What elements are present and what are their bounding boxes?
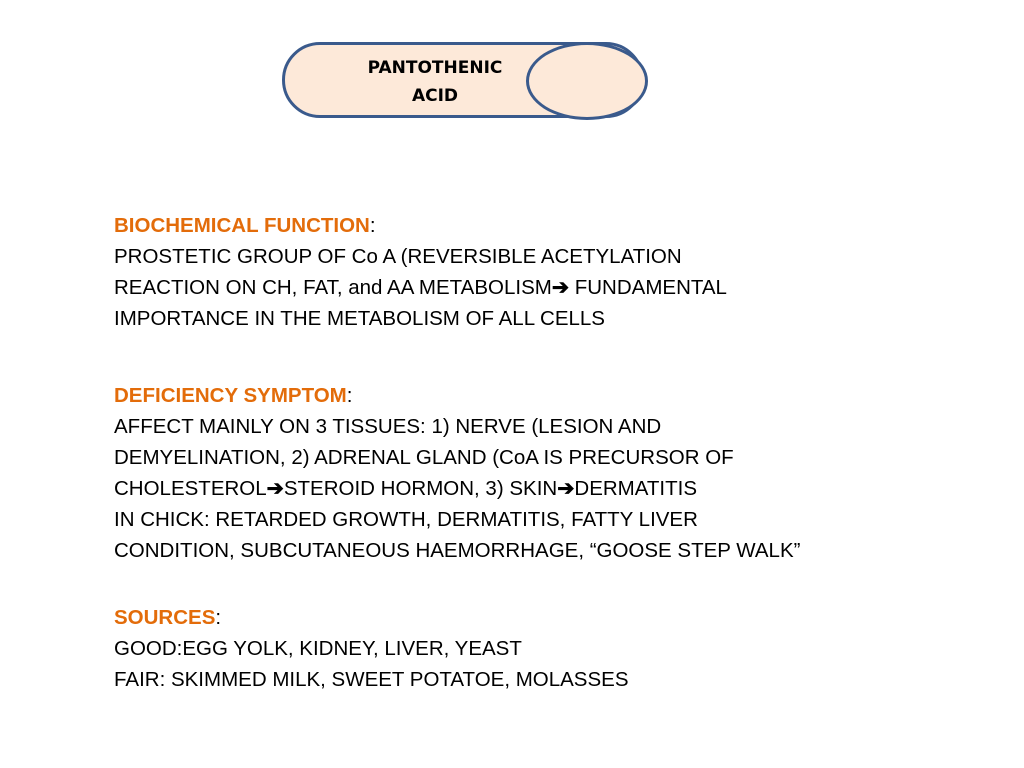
deficiency-line-3 xyxy=(114,473,994,504)
sources-line-1: GOOD:EGG YOLK, KIDNEY, LIVER, YEAST xyxy=(114,637,522,660)
page-title xyxy=(340,54,530,110)
arrow-icon: ➔ xyxy=(266,477,284,500)
deficiency-line-2: DEMYELINATION, 2) ADRENAL GLAND (CoA IS PRECURSOR OF xyxy=(114,446,734,469)
deficiency-line-5: CONDITION, SUBCUTANEOUS HAEMORRHAGE, “GOOSE STEP WALK” xyxy=(114,539,801,562)
deficiency-line-1: AFFECT MAINLY ON 3 TISSUES: 1) NERVE (LESION AND xyxy=(114,415,662,438)
deficiency-line-3a: CHOLESTEROL xyxy=(114,477,267,500)
biochemical-line-2b: FUNDAMENTAL xyxy=(569,276,727,299)
deficiency-line-3c: DERMATITIS xyxy=(574,477,698,500)
sources-heading: SOURCES xyxy=(114,606,216,629)
sources-line-2: FAIR: SKIMMED MILK, SWEET POTATOE, MOLASSES xyxy=(114,668,629,691)
heading-colon: : xyxy=(215,606,222,629)
deficiency-line-4: IN CHICK: RETARDED GROWTH, DERMATITIS, FATTY LIVER xyxy=(114,508,698,531)
title-line-2: ACID xyxy=(411,86,459,106)
biochemical-section xyxy=(114,210,994,334)
heading-colon: : xyxy=(369,214,376,237)
biochemical-line-1: PROSTETIC GROUP OF Co A (REVERSIBLE ACETYLATION xyxy=(114,245,682,268)
heading-colon: : xyxy=(346,384,353,407)
capsule-cap xyxy=(526,42,648,120)
biochemical-heading-line xyxy=(114,210,994,241)
deficiency-line-3b: STEROID HORMON, 3) SKIN xyxy=(283,477,558,500)
biochemical-line-2 xyxy=(114,272,994,303)
title-line-1: PANTOTHENIC xyxy=(367,58,503,78)
biochemical-line-2a: REACTION ON CH, FAT, and AA METABOLISM xyxy=(114,276,552,299)
biochemical-line-3: IMPORTANCE IN THE METABOLISM OF ALL CELLS xyxy=(114,307,605,330)
deficiency-heading-line xyxy=(114,380,994,411)
arrow-icon: ➔ xyxy=(551,276,570,299)
sources-heading-line xyxy=(114,602,994,633)
deficiency-section xyxy=(114,380,994,566)
sources-section xyxy=(114,602,994,695)
deficiency-heading: DEFICIENCY SYMPTOM xyxy=(114,384,347,407)
biochemical-heading: BIOCHEMICAL FUNCTION xyxy=(114,214,370,237)
arrow-icon: ➔ xyxy=(557,477,575,500)
